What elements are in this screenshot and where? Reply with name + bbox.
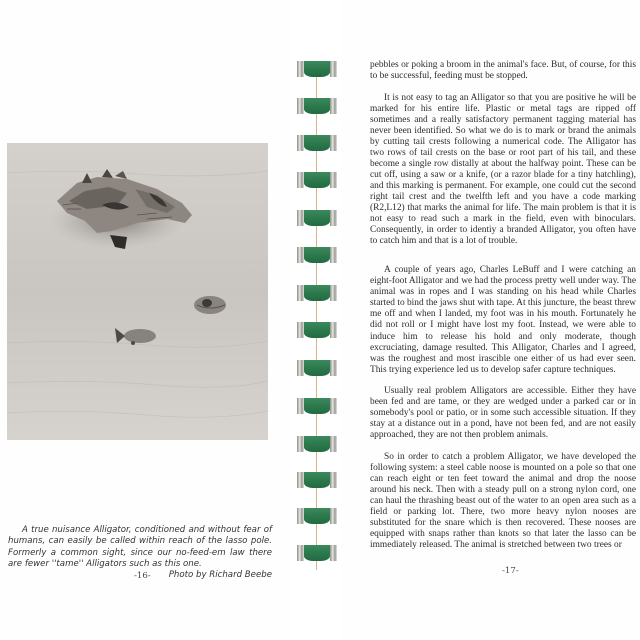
binding-coil	[297, 98, 337, 114]
binding-coil	[297, 285, 337, 301]
binding-coil	[297, 61, 337, 77]
binding-coil	[297, 210, 337, 226]
paragraph: A couple of years ago, Charles LeBuff and I were catching an eight-foot Alligator and we had the process pretty well under way. The animal was in ropes and I was standing on his head while Charles started to bind the jaws shut with tape. At this juncture, the beast threw me off and when I landed, my foot was in his mouth. Fortunately he did not roll or I might have lost my foot. Instead, we were able to induce him to release his hold and only moderate, though excruciating, damage resulted. This Alligator, Charles and I agreed, was the roughest and most irascible one either of us had ever seen. This trying experience led us to develop safer capture techniques.	[370, 265, 636, 375]
left-page	[0, 0, 290, 640]
binding-coil	[297, 472, 337, 488]
page-number-right: -17-	[502, 566, 519, 576]
spiral-binding	[296, 0, 340, 640]
fish-upper	[194, 296, 226, 314]
paragraph: pebbles or poking a broom in the animal's face. But, of course, for this to be successful, feeding must be stopped.	[370, 60, 636, 82]
binding-coil	[297, 247, 337, 263]
binding-coil	[297, 322, 337, 338]
binding-coil	[297, 545, 337, 561]
caption-text: A true nuisance Alligator, conditioned and without fear of humans, can easily be called within reach of the lasso pole. Formerly a common sight, since our no-feed-em law there are fewer ''tame'' Alligators such as this one.	[8, 525, 272, 569]
paragraph: It is not easy to tag an Alligator so that you are positive he will be marked for his entire life. Plastic or metal tags are ripped off sometimes and a really satisfactory permanent tagging material has never been identified. So what we do is to mark or brand the animals by cutting tail crests following a numerical code. The Alligator has two rows of tail crests on the base or root part of his tail, and these become a single row distally at about the halfway point. These can be cut off, using a saw or a knife, (or a razor blade for a tiny hatchling), and this marking is permanent. For example, one could cut the second right tail crest and the twelfth left and you have a code marking (R2,L12) that marks the animal for life. The main problem is that it is not easy to read such a mark in the field, even with binoculars. Consequently, in order to identiy a branded Alligator, you often have to catch him and that is a lot of trouble.	[370, 92, 636, 247]
alligator-photo	[7, 143, 268, 440]
right-page-body	[370, 60, 636, 562]
paragraph: Usually real problem Alligators are accessible. Either they have been fed and are tame, or they are wedged under a parked car or in somebody's pool or patio, or in some such accessible situation. If they stay at a distance out in a pond, have not been fed, and are not easily approached, they are not then problem animals.	[370, 386, 636, 441]
binding-coil	[297, 360, 337, 376]
binding-coil	[297, 135, 337, 151]
paragraph: So in order to catch a problem Alligator, we have developed the following system: a steel cable noose is mounted on a pole so that one can reach eight or ten feet toward the animal and drop the noose around his neck. Then with a steady pull on a strong nylon cord, one can haul the thrashing beast out of the water to an open area such as a field or parking lot. There, two more heavy nylon nooses are substituted for the snare which is then recovered. These nooses are equipped with snaps rather than knots so that later the lasso can be immediately released. The animal is stretched between two trees or	[370, 451, 636, 551]
page-number-left: -16-	[134, 571, 151, 581]
binding-coil	[297, 172, 337, 188]
photo-credit: Photo by Richard Beebe	[168, 570, 272, 581]
binding-coil	[297, 436, 337, 452]
binding-coil	[297, 508, 337, 524]
binding-coil	[297, 398, 337, 414]
